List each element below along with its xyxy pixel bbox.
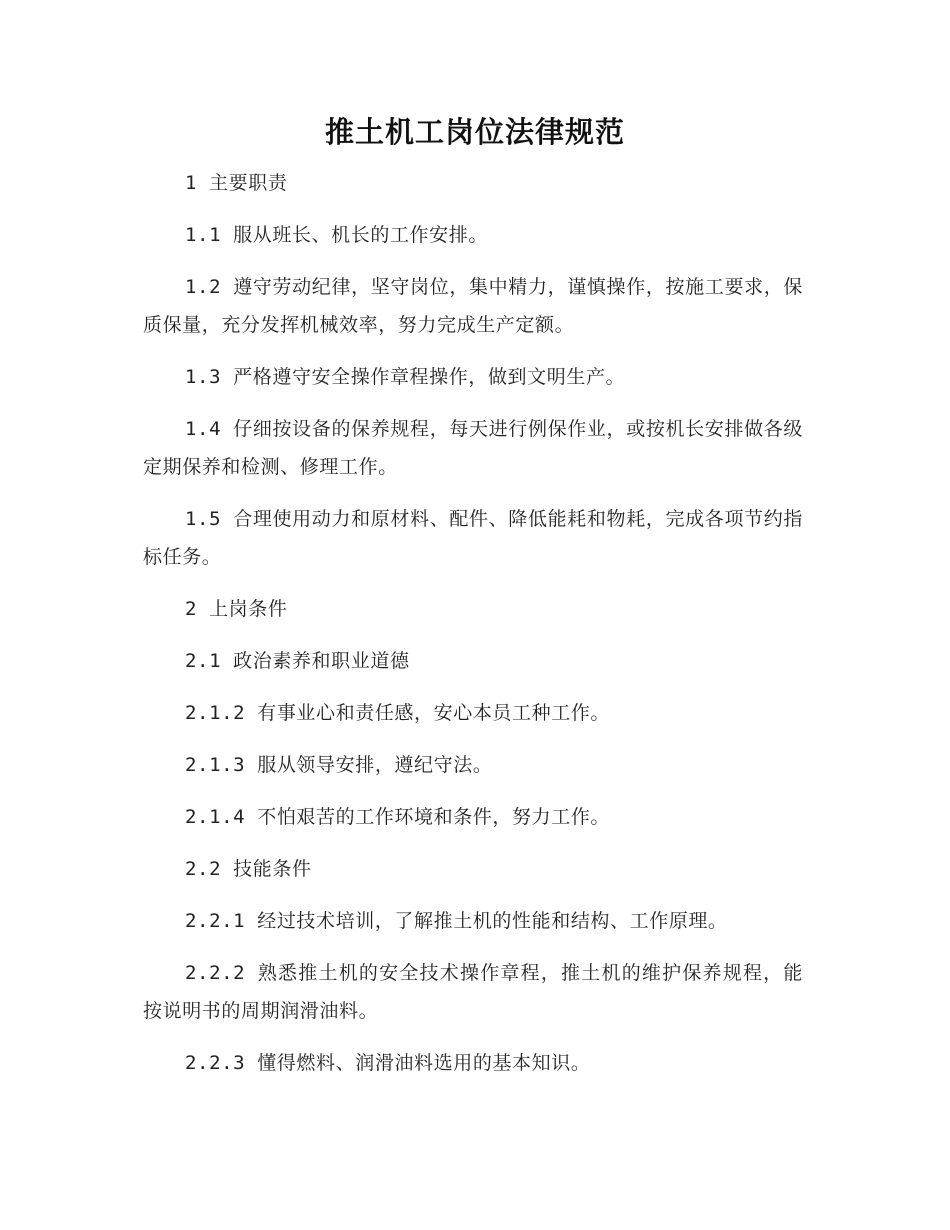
- paragraph-2-2-1: 2.2.1 经过技术培训，了解推土机的性能和结构、工作原理。: [185, 910, 728, 932]
- paragraph-2-2: 2.2 技能条件: [185, 858, 312, 880]
- paragraph-1-4: 1.4 仔细按设备的保养规程，每天进行例保作业，或按机长安排做各级定期保养和检测、修理工作。: [143, 418, 803, 478]
- paragraph-1-5: 1.5 合理使用动力和原材料、配件、降低能耗和物耗，完成各项节约指标任务。: [143, 508, 803, 568]
- paragraph-1: 1 主要职责: [185, 172, 288, 194]
- document-title: 推土机工岗位法律规范: [324, 115, 625, 149]
- paragraph-2-1-3: 2.1.3 服从领导安排，遵纪守法。: [185, 754, 493, 776]
- paragraph-1-3: 1.3 严格遵守安全操作章程操作，做到文明生产。: [185, 366, 626, 388]
- paragraph-2-1-2: 2.1.2 有事业心和责任感，安心本员工种工作。: [185, 702, 611, 724]
- document-body: [143, 164, 803, 1096]
- paragraph-2: 2 上岗条件: [185, 598, 288, 620]
- paragraph-1-2: 1.2 遵守劳动纪律，坚守岗位，集中精力，谨慎操作，按施工要求，保质保量，充分发挥机械效率，努力完成生产定额。: [143, 276, 803, 336]
- paragraph-2-1-4: 2.1.4 不怕艰苦的工作环境和条件，努力工作。: [185, 806, 611, 828]
- paragraph-2-2-2: 2.2.2 熟悉推土机的安全技术操作章程，推土机的维护保养规程，能按说明书的周期润滑油料。: [143, 962, 803, 1022]
- paragraph-1-1: 1.1 服从班长、机长的工作安排。: [185, 224, 488, 246]
- paragraph-2-1: 2.1 政治素养和职业道德: [185, 650, 410, 672]
- paragraph-2-2-3: 2.2.3 懂得燃料、润滑油料选用的基本知识。: [185, 1052, 591, 1074]
